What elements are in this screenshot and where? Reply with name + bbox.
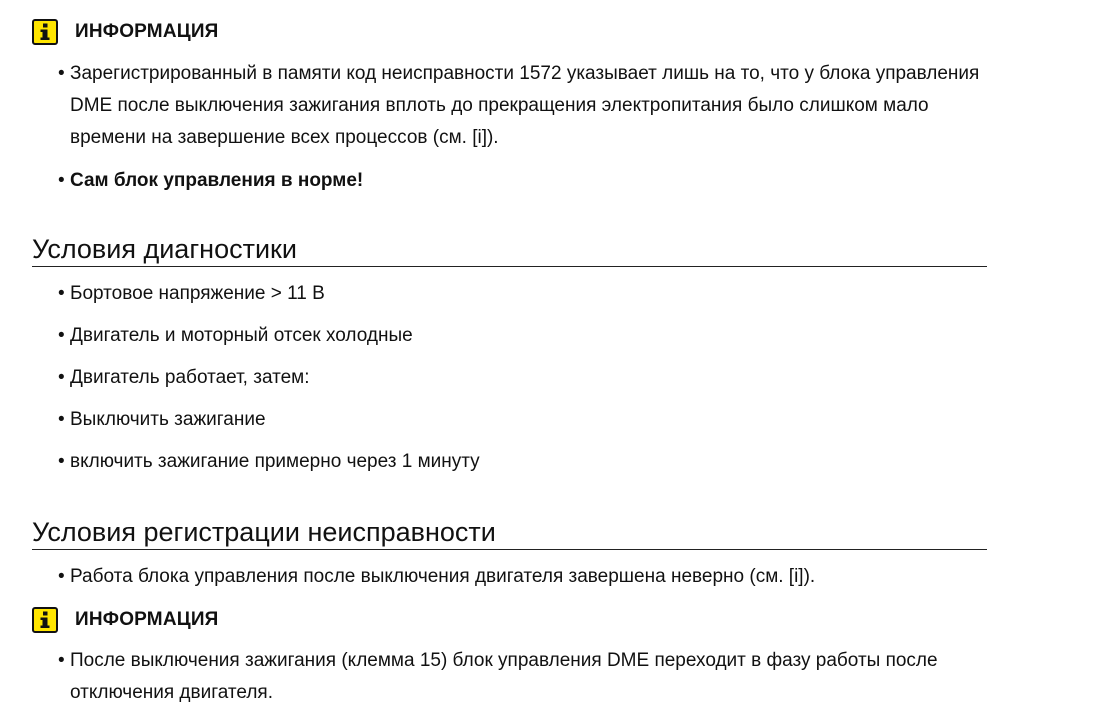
bullet-mark: • <box>58 650 65 671</box>
bullet-mark: • <box>58 409 65 430</box>
list-item <box>58 362 998 394</box>
list-item <box>58 446 998 478</box>
list-item-text: Сам блок управления в норме! <box>70 170 364 191</box>
list-item-text: Зарегистрированный в памяти код неисправности 1572 указывает лишь на то, что у блока управления DME после выключения зажигания вплоть до прекращения электропитания было слишком мало времени на завершение всех процессов (см. [i]). <box>70 63 980 148</box>
bullet-mark: • <box>58 325 65 346</box>
list-item <box>58 165 998 197</box>
list-item-text: Выключить зажигание <box>70 409 266 430</box>
info-icon <box>32 19 58 45</box>
list-item <box>58 278 998 310</box>
section-heading-diagnostics: Условия диагностики <box>32 232 987 267</box>
info-title: ИНФОРМАЦИЯ <box>75 609 219 630</box>
list-item <box>58 58 988 154</box>
list-item <box>58 320 998 352</box>
section-heading-fault-registration: Условия регистрации неисправности <box>32 515 987 550</box>
bullet-mark: • <box>58 170 65 191</box>
info-header-bottom <box>32 607 219 633</box>
list-item <box>58 404 998 436</box>
info-icon <box>32 607 58 633</box>
list-item-text: Бортовое напряжение > 11 В <box>70 283 325 304</box>
list-item <box>58 561 998 593</box>
list-item-text: Двигатель и моторный отсек холодные <box>70 325 413 346</box>
bullet-mark: • <box>58 566 65 587</box>
list-item-text: включить зажигание примерно через 1 минуту <box>70 451 480 472</box>
bullet-mark: • <box>58 63 65 84</box>
info-title: ИНФОРМАЦИЯ <box>75 21 219 42</box>
list-item-text: Двигатель работает, затем: <box>70 367 310 388</box>
list-item-text: Работа блока управления после выключения двигателя завершена неверно (см. [i]). <box>70 566 816 587</box>
bullet-mark: • <box>58 451 65 472</box>
bullet-mark: • <box>58 283 65 304</box>
list-item-text: После выключения зажигания (клемма 15) блок управления DME переходит в фазу работы после отключения двигателя. <box>70 650 938 703</box>
info-header-top <box>32 19 219 45</box>
list-item <box>58 645 958 709</box>
bullet-mark: • <box>58 367 65 388</box>
